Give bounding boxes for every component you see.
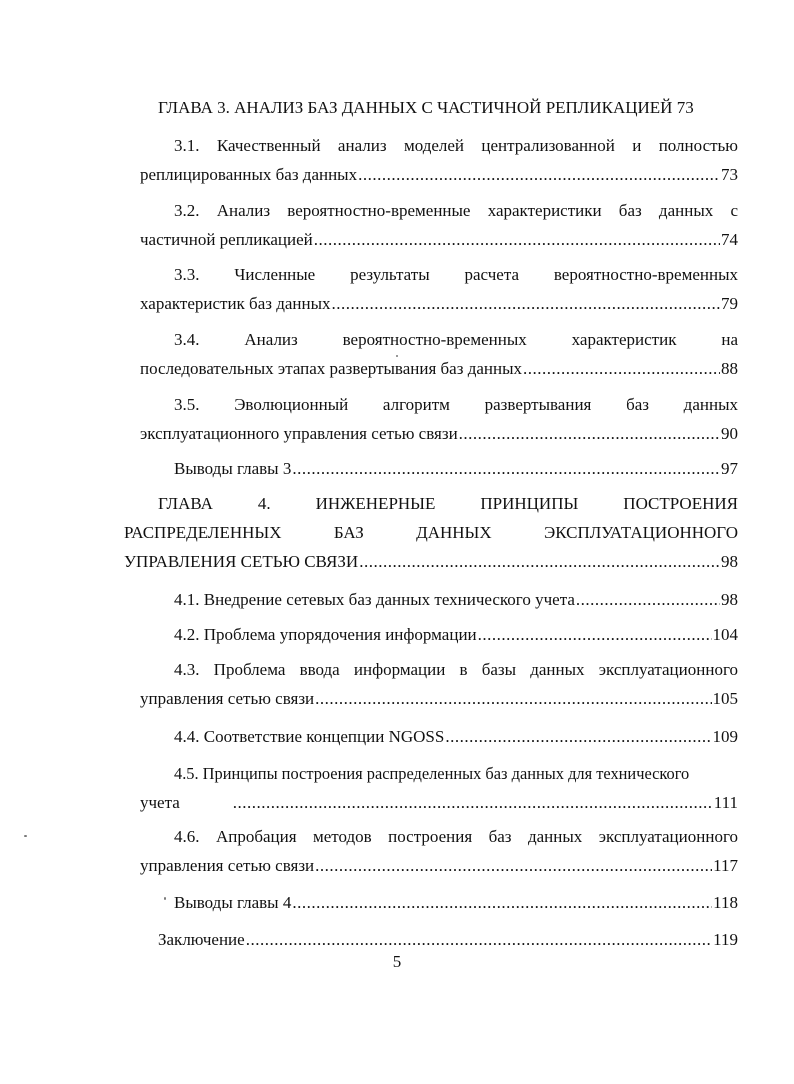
toc-item-3-4-line2[interactable]: последовательных этапах развертывания баз данных ..... 88 bbox=[140, 359, 738, 379]
page-ref: 117 bbox=[713, 856, 738, 875]
toc-item-3-2-line1[interactable]: 3.2. Анализ вероятностно-временные характеристики баз данных с bbox=[174, 201, 738, 220]
dot-leader bbox=[292, 893, 712, 913]
toc-conclusions-chapter4[interactable]: Выводы главы 4 ..... 118 bbox=[174, 893, 738, 913]
dot-leader bbox=[576, 590, 720, 610]
dot-leader bbox=[445, 727, 711, 747]
dot-leader bbox=[478, 625, 712, 645]
page-ref: 74 bbox=[721, 230, 738, 249]
page-ref: 98 bbox=[721, 552, 738, 571]
page-ref: 111 bbox=[713, 793, 738, 812]
dot-leader bbox=[332, 294, 720, 314]
chapter4-title-line1[interactable]: ГЛАВА 4. ИНЖЕНЕРНЫЕ ПРИНЦИПЫ ПОСТРОЕНИЯ bbox=[158, 494, 738, 513]
toc-item-3-3-line2[interactable]: характеристик баз данных ..... 79 bbox=[140, 294, 738, 314]
dot-leader bbox=[523, 359, 720, 379]
toc-item-3-4-line1[interactable]: 3.4. Анализ вероятностно-временных характеристик на bbox=[174, 330, 738, 349]
dot-leader bbox=[315, 689, 711, 709]
toc-item-3-2-line2[interactable]: частичной репликацией ..... 74 bbox=[140, 230, 738, 250]
toc-item-4-6-line1[interactable]: 4.6. Апробация методов построения баз данных эксплуатационного bbox=[174, 827, 738, 846]
page-ref: 119 bbox=[713, 930, 738, 949]
toc-item-4-5-line2[interactable]: учета ..... 111 bbox=[140, 793, 738, 813]
toc-item-3-3-line1[interactable]: 3.3. Численные результаты расчета вероятностно-временных bbox=[174, 265, 738, 284]
toc-conclusion[interactable]: Заключение ..... 119 bbox=[158, 930, 738, 950]
dot-leader bbox=[246, 930, 712, 950]
page-ref: 97 bbox=[721, 459, 738, 478]
dot-leader bbox=[292, 459, 720, 479]
toc-item-4-3-line2[interactable]: управления сетью связи ..... 105 bbox=[140, 689, 738, 709]
toc-item-4-2[interactable]: 4.2. Проблема упорядочения информации ..... 104 bbox=[174, 625, 738, 645]
toc-item-3-1-line1[interactable]: 3.1. Качественный анализ моделей централизованной и полностью bbox=[174, 136, 738, 155]
chapter4-title-line2[interactable]: РАСПРЕДЕЛЕННЫХ БАЗ ДАННЫХ ЭКСПЛУАТАЦИОННОГО bbox=[124, 523, 738, 542]
page-number: 5 bbox=[392, 952, 402, 971]
page-ref: 79 bbox=[721, 294, 738, 313]
page-ref: 105 bbox=[712, 689, 738, 708]
dot-leader bbox=[358, 165, 720, 185]
page-ref: 88 bbox=[721, 359, 738, 378]
chapter3-title: ГЛАВА 3. АНАЛИЗ БАЗ ДАННЫХ С ЧАСТИЧНОЙ РЕПЛИКАЦИЕЙ 73 bbox=[158, 98, 694, 117]
dot-leader bbox=[459, 424, 720, 444]
page-ref: 109 bbox=[712, 727, 738, 746]
toc-item-4-5-line1[interactable]: 4.5. Принципы построения распределенных баз данных для технического bbox=[174, 764, 690, 783]
toc-item-4-4[interactable]: 4.4. Соответствие концепции NGOSS ..... 109 bbox=[174, 727, 738, 747]
dot-leader bbox=[315, 856, 712, 876]
toc-item-4-6-line2[interactable]: управления сетью связи ..... 117 bbox=[140, 856, 738, 876]
toc-item-3-1-line2[interactable]: реплицированных баз данных ..... 73 bbox=[140, 165, 738, 185]
page-ref: 98 bbox=[721, 590, 738, 609]
scan-speck bbox=[396, 355, 398, 357]
page-ref: 104 bbox=[712, 625, 738, 644]
scan-speck bbox=[164, 897, 166, 900]
toc-conclusions-chapter3[interactable]: Выводы главы 3 ..... 97 bbox=[174, 459, 738, 479]
dot-leader bbox=[233, 793, 713, 813]
toc-item-3-5-line2[interactable]: эксплуатационного управления сетью связи ..... 90 bbox=[140, 424, 738, 444]
toc-item-4-1[interactable]: 4.1. Внедрение сетевых баз данных технического учета ..... 98 bbox=[174, 590, 738, 610]
dot-leader bbox=[314, 230, 720, 250]
toc-item-3-5-line1[interactable]: 3.5. Эволюционный алгоритм развертывания баз данных bbox=[174, 395, 738, 414]
scan-speck bbox=[24, 835, 27, 837]
toc-item-4-3-line1[interactable]: 4.3. Проблема ввода информации в базы данных эксплуатационного bbox=[174, 660, 738, 679]
page-ref: 118 bbox=[713, 893, 738, 912]
page-ref: 73 bbox=[721, 165, 738, 184]
page-ref: 90 bbox=[721, 424, 738, 443]
dot-leader bbox=[359, 552, 720, 572]
chapter4-title-line3[interactable]: УПРАВЛЕНИЯ СЕТЬЮ СВЯЗИ ..... 98 bbox=[124, 552, 738, 572]
